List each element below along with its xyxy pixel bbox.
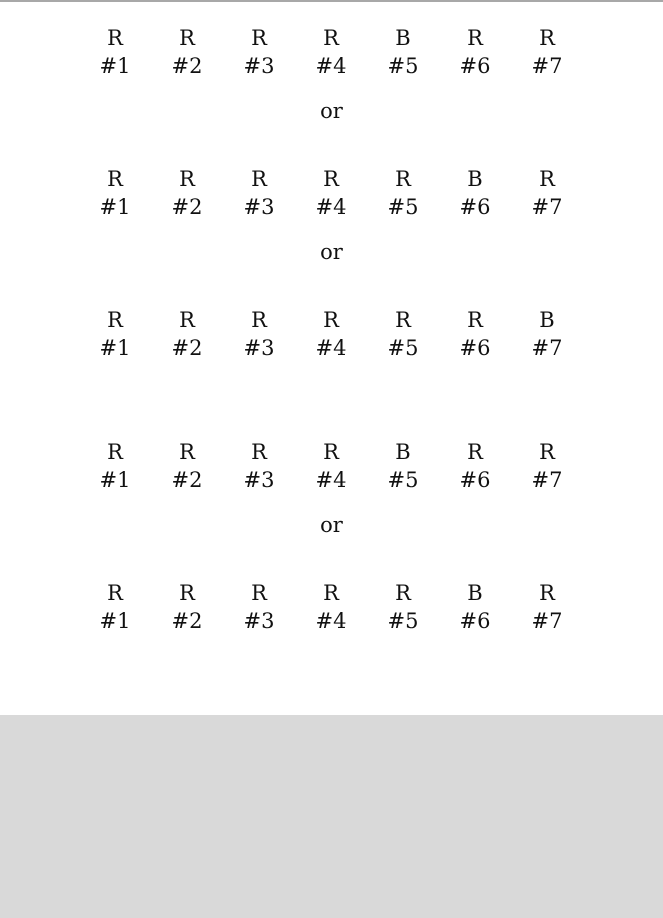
- position-cell: [151, 306, 223, 362]
- position-cell: [151, 165, 223, 221]
- position-number-label: #6: [459, 54, 491, 78]
- position-cell: [511, 165, 583, 221]
- position-number-label: #4: [315, 195, 347, 219]
- position-cell: [223, 24, 295, 80]
- ball-color-label: R: [395, 167, 411, 191]
- position-number-label: #3: [243, 468, 275, 492]
- position-cell: [79, 438, 151, 494]
- ball-color-label: R: [323, 167, 339, 191]
- ball-color-label: R: [323, 308, 339, 332]
- position-cell: [79, 24, 151, 80]
- position-cell: [223, 165, 295, 221]
- viewer-background: [0, 715, 663, 918]
- ball-color-label: R: [539, 26, 555, 50]
- ball-color-label: R: [323, 581, 339, 605]
- position-number-label: #2: [171, 609, 203, 633]
- arrangement-row: [0, 24, 663, 84]
- ball-color-label: R: [467, 308, 483, 332]
- ball-color-label: R: [251, 26, 267, 50]
- position-cell: [151, 579, 223, 635]
- position-number-label: #4: [315, 54, 347, 78]
- ball-color-label: R: [251, 581, 267, 605]
- arrangement-row: [0, 306, 663, 366]
- position-cell: [79, 306, 151, 362]
- position-cell: [511, 24, 583, 80]
- position-cell: [151, 24, 223, 80]
- or-separator: or: [320, 240, 343, 264]
- position-cell: [151, 438, 223, 494]
- ball-color-label: R: [467, 26, 483, 50]
- ball-color-label: B: [539, 308, 555, 332]
- ball-color-label: R: [539, 167, 555, 191]
- position-number-label: #7: [531, 609, 563, 633]
- position-number-label: #6: [459, 468, 491, 492]
- position-number-label: #4: [315, 336, 347, 360]
- position-number-label: #3: [243, 336, 275, 360]
- position-number-label: #6: [459, 609, 491, 633]
- ball-color-label: B: [395, 26, 411, 50]
- position-number-label: #5: [387, 609, 419, 633]
- ball-color-label: R: [179, 26, 195, 50]
- position-number-label: #1: [99, 195, 131, 219]
- ball-color-label: R: [251, 308, 267, 332]
- position-number-label: #5: [387, 468, 419, 492]
- position-cell: [439, 306, 511, 362]
- ball-color-label: R: [107, 26, 123, 50]
- position-number-label: #5: [387, 195, 419, 219]
- or-separator: or: [320, 99, 343, 123]
- ball-color-label: R: [179, 308, 195, 332]
- position-cell: [367, 579, 439, 635]
- position-number-label: #1: [99, 609, 131, 633]
- ball-color-label: R: [323, 26, 339, 50]
- position-number-label: #5: [387, 54, 419, 78]
- position-number-label: #7: [531, 195, 563, 219]
- position-cell: [295, 24, 367, 80]
- ball-color-label: B: [395, 440, 411, 464]
- position-cell: [79, 579, 151, 635]
- position-number-label: #2: [171, 195, 203, 219]
- position-number-label: #3: [243, 609, 275, 633]
- position-cell: [223, 306, 295, 362]
- position-number-label: #7: [531, 336, 563, 360]
- position-number-label: #7: [531, 54, 563, 78]
- position-number-label: #6: [459, 336, 491, 360]
- position-number-label: #1: [99, 54, 131, 78]
- position-cell: [367, 24, 439, 80]
- position-number-label: #5: [387, 336, 419, 360]
- position-number-label: #2: [171, 468, 203, 492]
- position-number-label: #3: [243, 195, 275, 219]
- position-number-label: #3: [243, 54, 275, 78]
- position-cell: [295, 438, 367, 494]
- ball-color-label: R: [179, 581, 195, 605]
- position-number-label: #1: [99, 336, 131, 360]
- ball-color-label: R: [107, 581, 123, 605]
- position-cell: [295, 579, 367, 635]
- position-cell: [439, 579, 511, 635]
- position-cell: [439, 438, 511, 494]
- ball-color-label: R: [179, 440, 195, 464]
- ball-color-label: R: [107, 308, 123, 332]
- ball-color-label: R: [539, 440, 555, 464]
- arrangement-row: [0, 579, 663, 639]
- position-cell: [439, 24, 511, 80]
- position-number-label: #6: [459, 195, 491, 219]
- or-separator: or: [320, 513, 343, 537]
- position-cell: [295, 165, 367, 221]
- ball-color-label: R: [179, 167, 195, 191]
- ball-color-label: R: [395, 308, 411, 332]
- position-cell: [511, 579, 583, 635]
- position-cell: [223, 579, 295, 635]
- position-cell: [511, 438, 583, 494]
- position-number-label: #4: [315, 468, 347, 492]
- position-cell: [511, 306, 583, 362]
- position-number-label: #1: [99, 468, 131, 492]
- ball-color-label: R: [251, 440, 267, 464]
- arrangement-row: [0, 165, 663, 225]
- ball-color-label: R: [107, 167, 123, 191]
- position-number-label: #2: [171, 336, 203, 360]
- ball-color-label: R: [323, 440, 339, 464]
- position-cell: [367, 306, 439, 362]
- position-number-label: #7: [531, 468, 563, 492]
- position-cell: [367, 165, 439, 221]
- position-number-label: #4: [315, 609, 347, 633]
- ball-color-label: B: [467, 581, 483, 605]
- ball-color-label: R: [395, 581, 411, 605]
- ball-color-label: R: [539, 581, 555, 605]
- position-cell: [439, 165, 511, 221]
- position-number-label: #2: [171, 54, 203, 78]
- ball-color-label: B: [467, 167, 483, 191]
- ball-color-label: R: [107, 440, 123, 464]
- ball-color-label: R: [467, 440, 483, 464]
- arrangement-row: [0, 438, 663, 498]
- position-cell: [367, 438, 439, 494]
- ball-color-label: R: [251, 167, 267, 191]
- position-cell: [79, 165, 151, 221]
- position-cell: [295, 306, 367, 362]
- position-cell: [223, 438, 295, 494]
